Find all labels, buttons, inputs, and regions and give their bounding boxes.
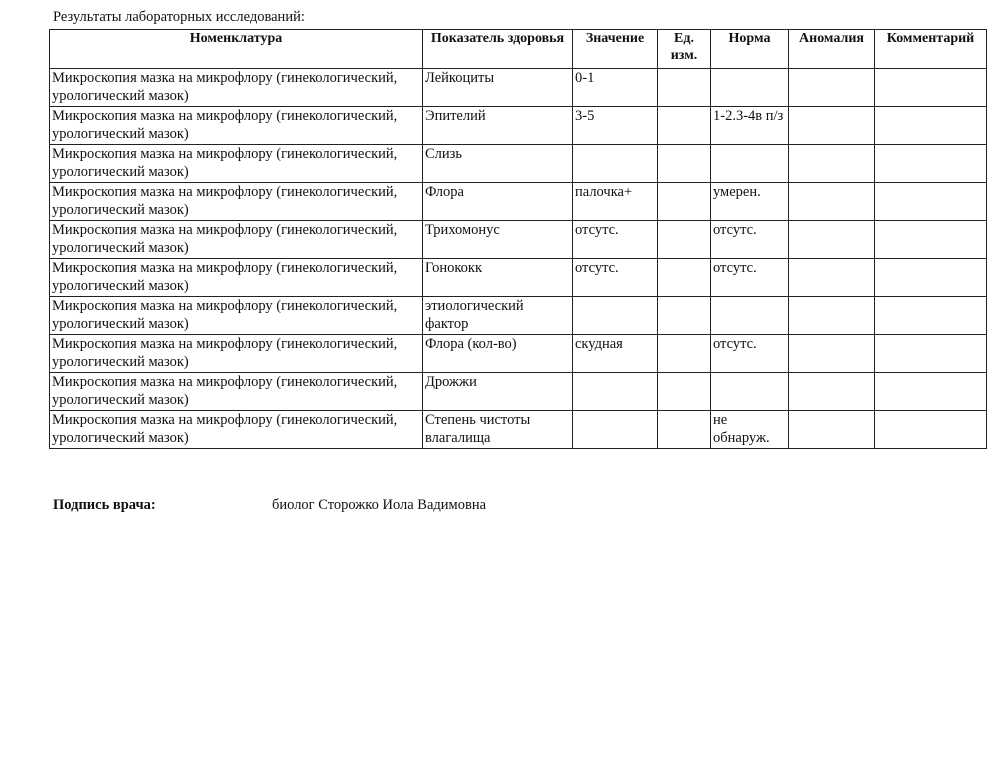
cell-anomaly [789,373,875,411]
cell-norm: не обнаруж. [711,411,789,449]
page-title: Результаты лабораторных исследований: [53,9,305,25]
cell-comment [875,145,987,183]
cell-unit [658,107,711,145]
cell-indicator: Флора [423,183,573,221]
cell-indicator: Слизь [423,145,573,183]
cell-comment [875,69,987,107]
cell-value [573,297,658,335]
cell-indicator: Лейкоциты [423,69,573,107]
cell-nomenclature: Микроскопия мазка на микрофлору (гинекологический, урологический мазок) [50,69,423,107]
doctor-name: биолог Сторожко Иола Вадимовна [272,497,487,513]
cell-value: 0-1 [573,69,658,107]
cell-value [573,411,658,449]
cell-unit [658,259,711,297]
cell-nomenclature: Микроскопия мазка на микрофлору (гинекологический, урологический мазок) [50,221,423,259]
table-row [50,107,987,145]
cell-comment [875,183,987,221]
lab-results-table [49,29,987,449]
cell-unit [658,69,711,107]
cell-unit [658,183,711,221]
header-anomaly: Аномалия [789,30,875,69]
cell-anomaly [789,145,875,183]
cell-nomenclature: Микроскопия мазка на микрофлору (гинекологический, урологический мазок) [50,145,423,183]
cell-norm [711,69,789,107]
cell-anomaly [789,69,875,107]
cell-anomaly [789,183,875,221]
cell-norm: отсутс. [711,259,789,297]
table-header-row [50,30,987,69]
cell-nomenclature: Микроскопия мазка на микрофлору (гинекологический, урологический мазок) [50,411,423,449]
cell-norm: отсутс. [711,335,789,373]
cell-unit [658,335,711,373]
cell-anomaly [789,335,875,373]
cell-norm [711,297,789,335]
cell-value [573,145,658,183]
cell-comment [875,259,987,297]
cell-norm: 1-2.3-4в п/з [711,107,789,145]
table-row [50,297,987,335]
table-row [50,259,987,297]
cell-comment [875,107,987,145]
cell-value: скудная [573,335,658,373]
cell-unit [658,145,711,183]
cell-anomaly [789,411,875,449]
signature-label: Подпись врача: [53,497,156,513]
cell-unit [658,221,711,259]
cell-indicator: этиологический фактор [423,297,573,335]
table-row [50,145,987,183]
cell-indicator: Флора (кол-во) [423,335,573,373]
cell-nomenclature: Микроскопия мазка на микрофлору (гинекологический, урологический мазок) [50,373,423,411]
table-row [50,373,987,411]
header-indicator: Показатель здоровья [423,30,573,69]
cell-comment [875,373,987,411]
table-row [50,183,987,221]
header-comment: Комментарий [875,30,987,69]
cell-nomenclature: Микроскопия мазка на микрофлору (гинекологический, урологический мазок) [50,335,423,373]
cell-norm: умерен. [711,183,789,221]
cell-indicator: Трихомонус [423,221,573,259]
header-norm: Норма [711,30,789,69]
cell-anomaly [789,297,875,335]
cell-nomenclature: Микроскопия мазка на микрофлору (гинекологический, урологический мазок) [50,259,423,297]
cell-value: отсутс. [573,259,658,297]
cell-value: палочка+ [573,183,658,221]
table-row [50,221,987,259]
table-row [50,411,987,449]
table-row [50,69,987,107]
cell-nomenclature: Микроскопия мазка на микрофлору (гинекологический, урологический мазок) [50,107,423,145]
cell-value: отсутс. [573,221,658,259]
cell-indicator: Эпителий [423,107,573,145]
cell-value [573,373,658,411]
cell-indicator: Дрожжи [423,373,573,411]
cell-norm [711,145,789,183]
header-value: Значение [573,30,658,69]
header-nomenclature: Номенклатура [50,30,423,69]
cell-anomaly [789,107,875,145]
cell-unit [658,373,711,411]
table-row [50,335,987,373]
cell-norm [711,373,789,411]
cell-nomenclature: Микроскопия мазка на микрофлору (гинекологический, урологический мазок) [50,297,423,335]
cell-indicator: Степень чистоты влагалища [423,411,573,449]
cell-anomaly [789,221,875,259]
cell-value: 3-5 [573,107,658,145]
cell-comment [875,221,987,259]
cell-indicator: Гонококк [423,259,573,297]
cell-unit [658,297,711,335]
table-body [50,69,987,449]
cell-nomenclature: Микроскопия мазка на микрофлору (гинекологический, урологический мазок) [50,183,423,221]
cell-comment [875,297,987,335]
header-unit: Ед. изм. [658,30,711,69]
cell-norm: отсутс. [711,221,789,259]
cell-comment [875,411,987,449]
cell-unit [658,411,711,449]
cell-anomaly [789,259,875,297]
cell-comment [875,335,987,373]
